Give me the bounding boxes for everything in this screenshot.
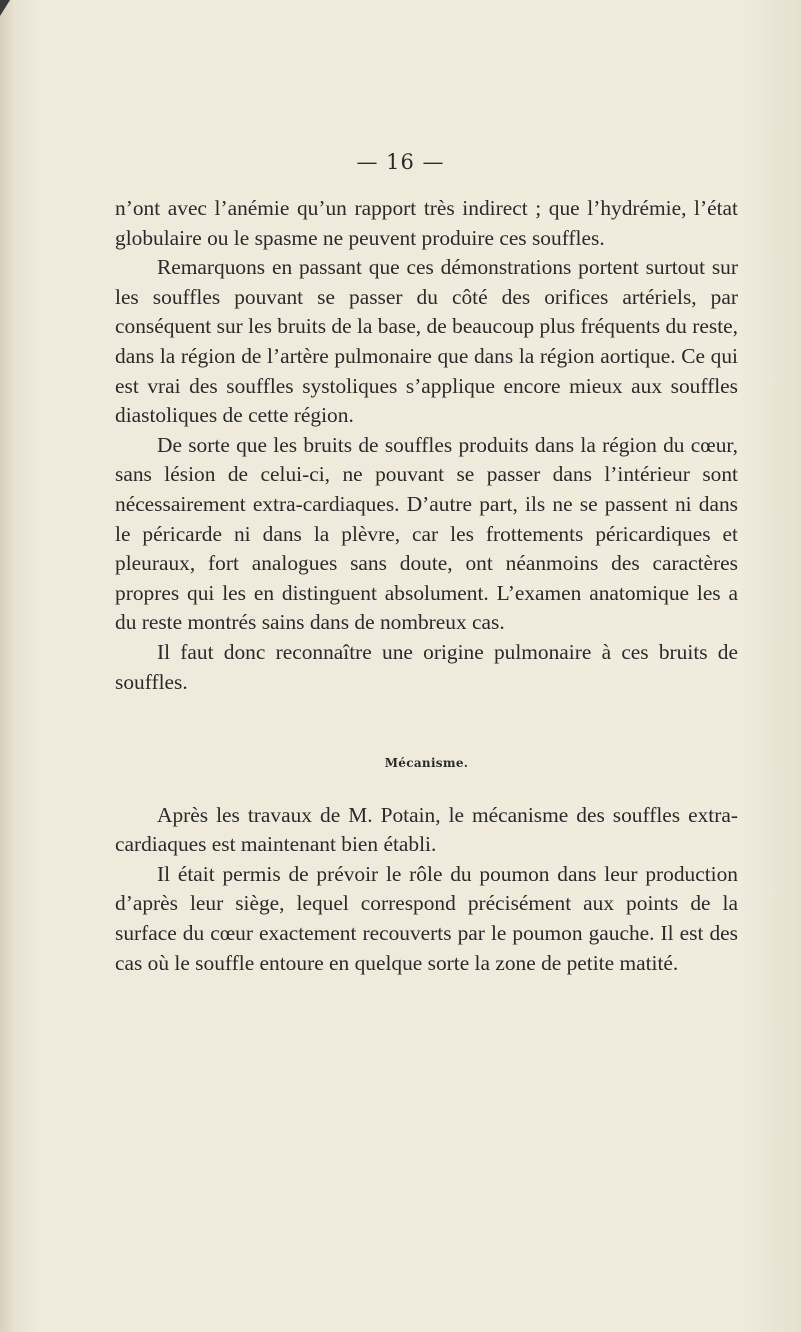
paragraph-5: Après les travaux de M. Potain, le mécanisme des souffles extra-cardiaques est maintenant bien établi. xyxy=(115,802,738,857)
page-edge-shadow xyxy=(0,0,14,1332)
corner-mark xyxy=(0,0,10,16)
section-heading: Mécanisme. xyxy=(384,756,469,771)
page-number: — 16 — xyxy=(356,150,445,174)
paragraph-6: Il était permis de prévoir le rôle du poumon dans leur production d’après leur siège, lequel correspond précisément aux points de la surface du cœur exactement recouverts par le poumon gauche. Il est des cas où le souffle entoure en quelque sorte la zone de petite matité. xyxy=(115,861,738,975)
paragraph-4: Il faut donc reconnaître une origine pulmonaire à ces bruits de souffles. xyxy=(115,639,738,694)
paragraph-3: De sorte que les bruits de souffles produits dans la région du cœur, sans lésion de celui-ci, ne pouvant se passer dans l’intérieur sont nécessairement extra-cardiaques. D’autre part, ils ne se passent ni dans le péricarde ni dans la plèvre, car les frottements péricardiques et pleuraux, fort analogues sans doute, ont néanmoins des caractères propres qui les en distinguent absolument. L’examen anatomique les a du reste montrés sains dans de nombreux cas. xyxy=(115,432,738,635)
paragraph-1: n’ont avec l’anémie qu’un rapport très indirect ; que l’hydrémie, l’état globulaire ou le spasme ne peuvent produire ces souffles. xyxy=(115,196,738,250)
paragraph-2: Remarquons en passant que ces démonstrations portent surtout sur les souffles pouvant se passer du côté des orifices artériels, par conséquent sur les bruits de la base, de beaucoup plus fréquents du reste, dans la région de l’artère pulmonaire que dans la région aortique. Ce qui est vrai des souffles systoliques s’applique encore mieux aux souffles diastoliques de cette région. xyxy=(115,255,738,428)
body-text xyxy=(115,194,738,978)
